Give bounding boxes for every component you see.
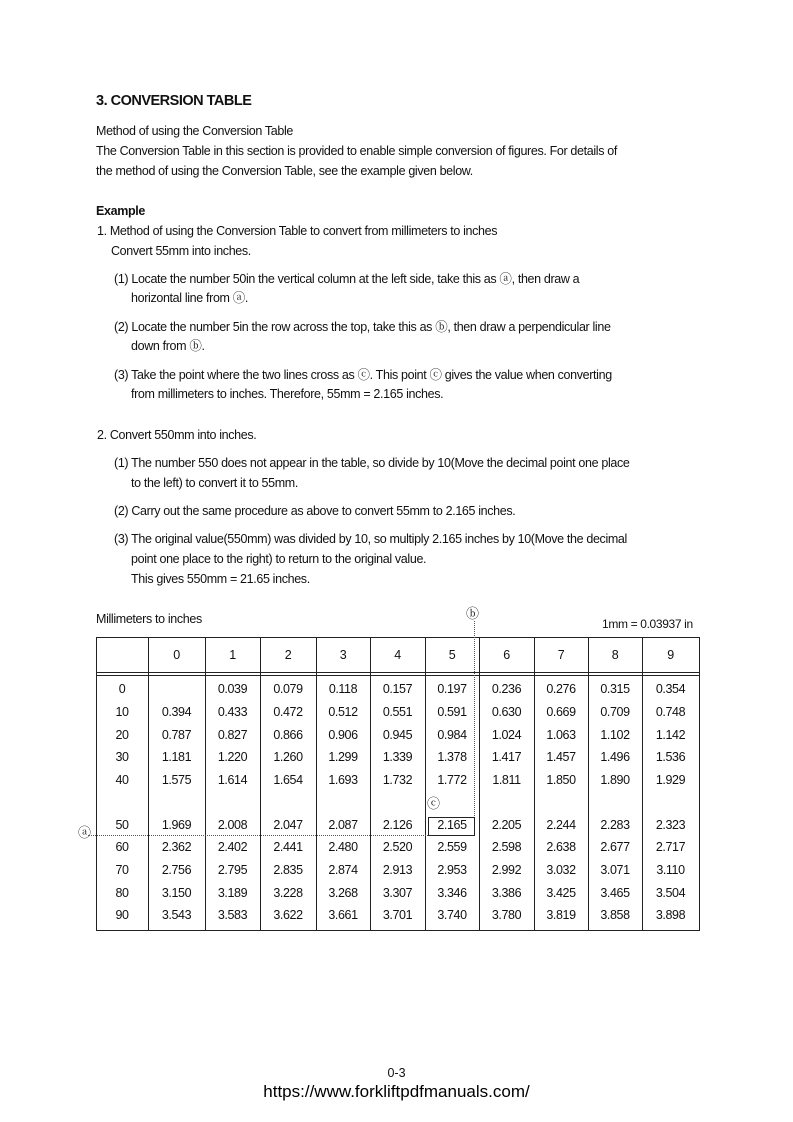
- table-caption: Millimeters to inches: [96, 612, 202, 626]
- column-header: 4: [394, 648, 401, 662]
- step: from millimeters to inches. Therefore, 55mm = 2.165 inches.: [131, 387, 444, 401]
- column-header: 7: [557, 648, 565, 662]
- row-label: 0: [118, 682, 126, 696]
- guide-line-a: [88, 835, 474, 837]
- table-cell: 3.780: [491, 908, 522, 922]
- section-heading: 3. CONVERSION TABLE: [96, 93, 252, 109]
- table-cell: 0.039: [217, 682, 248, 696]
- column-header: 3: [339, 648, 347, 662]
- table-cell: 3.189: [217, 886, 248, 900]
- row-label: 70: [115, 863, 129, 877]
- example2-title: 2. Convert 550mm into inches.: [97, 428, 257, 442]
- table-cell: 1.772: [437, 773, 467, 787]
- table-cell: 0.945: [382, 728, 413, 742]
- table-cell: 3.661: [328, 908, 358, 922]
- table-cell: 0.433: [217, 705, 248, 719]
- table-cell: 3.898: [655, 908, 686, 922]
- row-label: 10: [115, 705, 129, 719]
- table-cell: 3.150: [161, 886, 192, 900]
- table-cell: 2.087: [328, 818, 358, 832]
- column-header: 9: [667, 648, 674, 662]
- row-label: 60: [115, 840, 129, 854]
- table-cell: 3.110: [656, 863, 685, 877]
- row-label: 50: [115, 818, 129, 832]
- example1-title: 1. Method of using the Conversion Table to convert from millimeters to inches: [97, 224, 498, 238]
- table-cell: 0.354: [655, 682, 686, 696]
- table-cell: 1.063: [546, 728, 576, 742]
- table-cell: 2.205: [491, 818, 522, 832]
- table-cell: 3.504: [655, 886, 686, 900]
- table-cell: 3.425: [546, 886, 576, 900]
- table-cell: 2.992: [491, 863, 522, 877]
- table-cell: 2.795: [217, 863, 248, 877]
- column-header: 5: [448, 648, 456, 662]
- table-cell: 2.677: [600, 840, 630, 854]
- column-header: 0: [173, 648, 180, 662]
- step: (2) Locate the number 5in the row across the top, take this as ⓑ, then draw a perpendicular line: [114, 320, 611, 334]
- marker-a: ⓐ: [78, 825, 92, 840]
- table-cell: 3.583: [217, 908, 248, 922]
- table-cell: 0.197: [437, 682, 467, 696]
- table-cell: 0.118: [328, 682, 358, 696]
- column-header: 8: [611, 648, 619, 662]
- table-bottom-line: [96, 930, 700, 931]
- step: (1) Locate the number 50in the vertical column at the left side, take this as ⓐ, then draw a: [114, 272, 580, 286]
- table-cell: 2.402: [217, 840, 248, 854]
- table-cell: 3.622: [273, 908, 303, 922]
- row-label: 30: [115, 750, 129, 764]
- table-cell: 1.929: [655, 773, 686, 787]
- table-cell: 0.276: [546, 682, 576, 696]
- table-cell: 3.740: [437, 908, 467, 922]
- table-cell: 0.630: [491, 705, 522, 719]
- table-cell: 0.984: [437, 728, 467, 742]
- table-cell: 2.126: [382, 818, 413, 832]
- source-url[interactable]: https://www.forkliftpdfmanuals.com/: [263, 1082, 530, 1101]
- table-cell: 1.417: [491, 750, 522, 764]
- table-cell: 1.260: [273, 750, 303, 764]
- row-label: 40: [115, 773, 129, 787]
- table-cell: 3.307: [382, 886, 413, 900]
- table-cell: 1.811: [492, 773, 521, 787]
- table-cell: 0.236: [491, 682, 522, 696]
- table-cell: 0.157: [382, 682, 413, 696]
- table-cell: 1.536: [655, 750, 686, 764]
- step: This gives 550mm = 21.65 inches.: [131, 572, 310, 586]
- table-cell: 2.913: [382, 863, 413, 877]
- table-cell: 2.756: [161, 863, 192, 877]
- table-cell: 2.008: [217, 818, 248, 832]
- table-cell: 0.709: [600, 705, 630, 719]
- table-cell: 0.827: [217, 728, 248, 742]
- table-cell: 2.559: [437, 840, 467, 854]
- table-column-line: [699, 637, 700, 930]
- row-label: 20: [115, 728, 129, 742]
- table-cell: 0.315: [600, 682, 630, 696]
- marker-b: ⓑ: [466, 606, 480, 621]
- table-cell: 1.732: [382, 773, 413, 787]
- table-cell: 0.551: [382, 705, 413, 719]
- table-header-line: [96, 675, 700, 676]
- step: (3) Take the point where the two lines cross as ⓒ. This point ⓒ gives the value when converting: [114, 368, 612, 382]
- table-cell: 1.181: [161, 750, 192, 764]
- table-cell: 2.165: [437, 818, 467, 832]
- table-cell: 1.339: [382, 750, 413, 764]
- table-cell: 1.654: [273, 773, 303, 787]
- table-cell: 0.079: [273, 682, 303, 696]
- table-cell: 2.441: [273, 840, 303, 854]
- table-cell: 1.890: [600, 773, 630, 787]
- table-cell: 1.457: [546, 750, 576, 764]
- table-cell: 1.102: [600, 728, 630, 742]
- page-number: 0-3: [387, 1066, 406, 1080]
- table-cell: 1.024: [491, 728, 522, 742]
- table-cell: 0.748: [655, 705, 686, 719]
- table-cell: 3.228: [273, 886, 303, 900]
- table-cell: 3.346: [437, 886, 467, 900]
- table-cell: 3.465: [600, 886, 630, 900]
- table-cell: 3.543: [161, 908, 192, 922]
- table-cell: 1.693: [328, 773, 358, 787]
- table-cell: 2.323: [655, 818, 686, 832]
- conversion-factor: 1mm = 0.03937 in: [602, 617, 693, 631]
- table-cell: 2.835: [273, 863, 303, 877]
- step: to the left) to convert it to 55mm.: [131, 476, 298, 490]
- table-cell: 2.362: [161, 840, 192, 854]
- intro-line: Method of using the Conversion Table: [96, 124, 294, 138]
- table-cell: 3.386: [491, 886, 522, 900]
- column-header: 1: [229, 648, 236, 662]
- table-cell: 1.378: [437, 750, 467, 764]
- table-cell: 2.953: [437, 863, 467, 877]
- table-cell: 0.906: [328, 728, 358, 742]
- table-cell: 2.047: [273, 818, 303, 832]
- table-cell: 0.669: [546, 705, 576, 719]
- table-cell: 1.614: [217, 773, 248, 787]
- example1-sub: Convert 55mm into inches.: [111, 244, 251, 258]
- table-cell: 2.244: [546, 818, 576, 832]
- example-label: Example: [96, 204, 145, 218]
- table-cell: 1.969: [161, 818, 192, 832]
- column-header: 6: [503, 648, 510, 662]
- column-header: 2: [284, 648, 292, 662]
- table-cell: 3.071: [600, 863, 630, 877]
- table-cell: 0.787: [161, 728, 192, 742]
- table-top-line: [96, 637, 700, 638]
- table-cell: 1.575: [161, 773, 192, 787]
- step: (3) The original value(550mm) was divided by 10, so multiply 2.165 inches by 10(Move the decimal: [114, 532, 627, 546]
- table-cell: 0.472: [273, 705, 303, 719]
- table-cell: 3.032: [546, 863, 576, 877]
- step: (2) Carry out the same procedure as above to convert 55mm to 2.165 inches.: [114, 504, 516, 518]
- table-cell: 1.850: [546, 773, 576, 787]
- table-cell: 2.638: [546, 840, 576, 854]
- table-cell: 3.819: [546, 908, 576, 922]
- row-label: 80: [115, 886, 129, 900]
- table-cell: 2.598: [491, 840, 522, 854]
- step: point one place to the right) to return to the original value.: [131, 552, 427, 566]
- table-cell: 3.858: [600, 908, 630, 922]
- table-cell: 2.283: [600, 818, 630, 832]
- table-cell: 1.142: [655, 728, 686, 742]
- table-cell: 2.717: [655, 840, 686, 854]
- table-cell: 1.220: [217, 750, 248, 764]
- step: down from ⓑ.: [131, 339, 205, 353]
- table-cell: 2.520: [382, 840, 413, 854]
- table-cell: 1.496: [600, 750, 630, 764]
- table-cell: 1.299: [328, 750, 358, 764]
- row-label: 90: [115, 908, 129, 922]
- table-header-line: [96, 672, 700, 673]
- step: (1) The number 550 does not appear in the table, so divide by 10(Move the decimal point one place: [114, 456, 630, 470]
- table-cell: 3.268: [328, 886, 358, 900]
- table-cell: 3.701: [382, 908, 413, 922]
- table-cell: 2.480: [328, 840, 358, 854]
- intro-line: The Conversion Table in this section is provided to enable simple conversion of figures. For details of: [96, 144, 617, 158]
- table-cell: 0.591: [437, 705, 467, 719]
- intro-line: the method of using the Conversion Table, see the example given below.: [96, 164, 473, 178]
- table-cell: 2.874: [328, 863, 358, 877]
- table-cell: 0.394: [161, 705, 192, 719]
- table-cell: 0.866: [273, 728, 303, 742]
- step: horizontal line from ⓐ.: [131, 291, 248, 305]
- table-cell: 0.512: [328, 705, 358, 719]
- marker-c: ⓒ: [427, 796, 441, 811]
